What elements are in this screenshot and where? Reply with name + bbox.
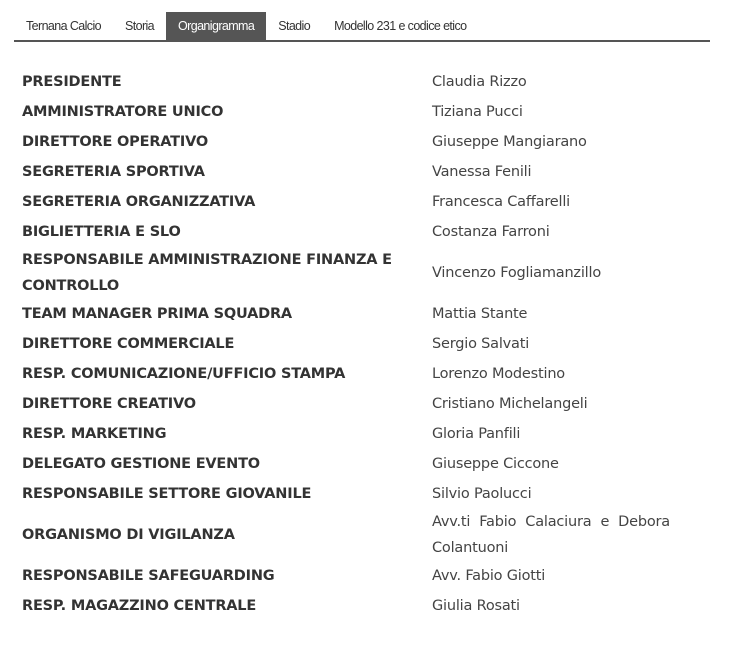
org-name: Lorenzo Modestino bbox=[432, 366, 565, 382]
org-role: DIRETTORE CREATIVO bbox=[22, 396, 196, 412]
organigramma-table bbox=[22, 67, 712, 621]
org-row bbox=[22, 509, 712, 561]
org-row bbox=[22, 419, 712, 449]
tab-organigramma[interactable]: Organigramma bbox=[166, 12, 266, 40]
org-name: Costanza Farroni bbox=[432, 224, 550, 240]
org-role: BIGLIETTERIA E SLO bbox=[22, 224, 181, 240]
org-row bbox=[22, 299, 712, 329]
org-role: AMMINISTRATORE UNICO bbox=[22, 104, 224, 120]
org-name: Francesca Caffarelli bbox=[432, 194, 570, 210]
org-role: RESPONSABILE AMMINISTRAZIONE FINANZA E CONTROLLO bbox=[22, 252, 392, 294]
org-role: ORGANISMO DI VIGILANZA bbox=[22, 527, 235, 543]
org-row bbox=[22, 591, 712, 621]
org-role: DIRETTORE COMMERCIALE bbox=[22, 336, 235, 352]
org-name: Gloria Panfili bbox=[432, 426, 521, 442]
org-role: TEAM MANAGER PRIMA SQUADRA bbox=[22, 306, 292, 322]
org-role: PRESIDENTE bbox=[22, 74, 122, 90]
org-name: Giuseppe Ciccone bbox=[432, 456, 559, 472]
org-role: RESPONSABILE SETTORE GIOVANILE bbox=[22, 486, 312, 502]
org-name: Claudia Rizzo bbox=[432, 74, 527, 90]
org-row bbox=[22, 157, 712, 187]
org-row bbox=[22, 329, 712, 359]
org-role: RESP. MARKETING bbox=[22, 426, 167, 442]
tab-stadio[interactable]: Stadio bbox=[278, 19, 311, 33]
org-row bbox=[22, 359, 712, 389]
org-row bbox=[22, 479, 712, 509]
org-name: Cristiano Michelangeli bbox=[432, 396, 588, 412]
org-role: RESPONSABILE SAFEGUARDING bbox=[22, 568, 275, 584]
org-role: SEGRETERIA ORGANIZZATIVA bbox=[22, 194, 256, 210]
org-name: Sergio Salvati bbox=[432, 336, 530, 352]
org-role: RESP. COMUNICAZIONE/UFFICIO STAMPA bbox=[22, 366, 346, 382]
org-row bbox=[22, 187, 712, 217]
org-name: Avv. Fabio Giotti bbox=[432, 568, 546, 584]
org-name: Avv.ti Fabio Calaciura e Debora Colantuoni bbox=[432, 514, 670, 556]
org-role: DIRETTORE OPERATIVO bbox=[22, 134, 208, 150]
org-row bbox=[22, 97, 712, 127]
tab-ternana-calcio[interactable]: Ternana Calcio bbox=[26, 19, 101, 33]
org-row bbox=[22, 217, 712, 247]
org-row bbox=[22, 449, 712, 479]
org-role: DELEGATO GESTIONE EVENTO bbox=[22, 456, 260, 472]
org-name: Vanessa Fenili bbox=[432, 164, 532, 180]
org-name: Giuseppe Mangiarano bbox=[432, 134, 587, 150]
org-role: RESP. MAGAZZINO CENTRALE bbox=[22, 598, 257, 614]
org-name: Silvio Paolucci bbox=[432, 486, 532, 502]
org-name: Tiziana Pucci bbox=[432, 104, 523, 120]
org-row bbox=[22, 127, 712, 157]
tab-storia[interactable]: Storia bbox=[124, 19, 155, 33]
org-row bbox=[22, 247, 712, 299]
org-row bbox=[22, 561, 712, 591]
org-row bbox=[22, 389, 712, 419]
tab-modello-231[interactable]: Modello 231 e codice etico bbox=[334, 19, 467, 33]
section-tabs bbox=[14, 12, 710, 42]
org-name: Mattia Stante bbox=[432, 306, 528, 322]
org-name: Giulia Rosati bbox=[432, 598, 520, 614]
org-role: SEGRETERIA SPORTIVA bbox=[22, 164, 205, 180]
org-name: Vincenzo Fogliamanzillo bbox=[432, 265, 602, 281]
org-row bbox=[22, 67, 712, 97]
